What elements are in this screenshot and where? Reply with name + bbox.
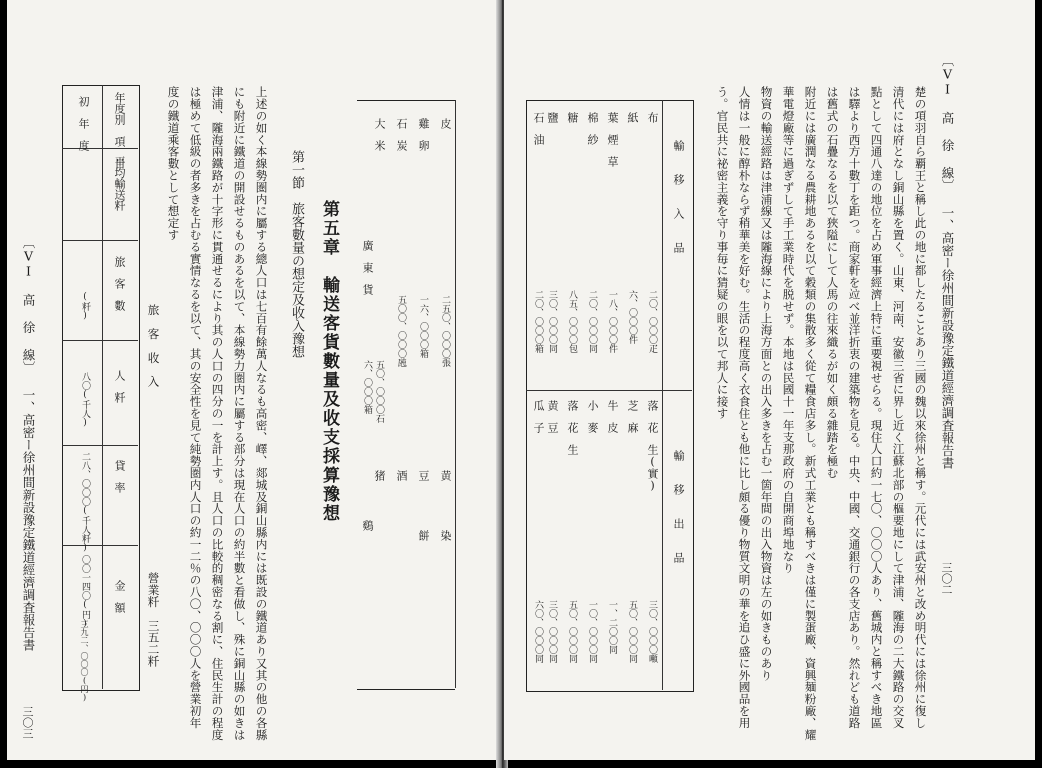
goods-misc-5: 鷄: [361, 520, 374, 531]
income-heading: 旅 客 收 入: [146, 304, 161, 388]
import-value-4: 二〇、〇〇〇同: [587, 290, 597, 353]
goods-value-3: 五〇〇、〇〇〇瓲: [396, 295, 406, 367]
goods-value-4: 五〇、〇〇〇石: [374, 360, 384, 423]
cell-amount: 三九二、〇〇〇(円): [80, 620, 89, 702]
running-header: 〔VI 高 徐 線〕 一、高密ー徐州間新設豫定鐵道經濟調査報告書: [940, 54, 955, 469]
body-line-8: 物資の輸送經路は津浦線又は隴海線により上海方面との出入多きを占む一箇年間の出入物資は左の如きものあり: [759, 86, 774, 681]
body-line-6: 附近には廣潤なる農耕地あるを以て穀類の集散多く從て糧食店多し。新式工業とも稱すべきは僅に製蛋廠、資興麺粉廠、耀: [803, 86, 818, 741]
cell-avg-km: (粁): [80, 292, 90, 321]
goods-misc-2: 豆: [417, 470, 430, 481]
export-value-2: 五〇、〇〇〇同: [627, 600, 637, 663]
body-line-5: 度の鐵道乘客數として想定す: [166, 86, 181, 241]
body-line-4: は極めて低級の者多きを占むる實情なるを以て、其の安全性を見て純勢圏内人口の約一二％の八〇、〇〇〇人を營業初年: [188, 86, 203, 729]
import-value-5: 八五、〇〇〇包: [567, 290, 577, 353]
goods-misc-3: 酒: [395, 470, 408, 481]
export-value-7: 六〇、〇〇〇同: [533, 600, 543, 663]
col-header-year: 年度別 項 目: [113, 92, 126, 169]
import-name-1: 布: [646, 112, 659, 123]
body-line-2: にも附近に鐵道の開設せるものあるを以て、本線勢力圏内に屬する部分は現在人口の約半數と看做し、殊に銅山縣の如きは: [232, 86, 247, 741]
import-heading: 輸 移 入 品: [672, 140, 685, 259]
export-name-2: 芝 麻: [626, 400, 639, 433]
export-name-6: 黄 豆: [546, 400, 559, 433]
goods-misc-6: 餅: [417, 530, 430, 541]
export-name-7: 瓜 子: [532, 400, 545, 433]
cell-passengers: 八〇(千人): [80, 372, 90, 428]
export-value-1: 三〇、〇〇〇噸: [647, 600, 657, 663]
running-header: 〔VI 高 徐 線〕 一、高密ー徐州間新設豫定鐵道經濟調査報告書: [21, 236, 36, 651]
goods-name-1: 皮: [439, 118, 452, 129]
business-km: 營業粁 三五二粁: [146, 572, 161, 668]
goods-misc-7: 染: [439, 530, 452, 541]
cell-person-km: 二八、〇〇〇(千人粁): [80, 452, 90, 553]
left-page: [7, 0, 499, 760]
body-line-9: 人情は一般に醇朴ならず稍華美を好む。生活の程度高く衣食住とも他に比し頗る優り物質文明の華を追ひ盛に外國品を用: [737, 86, 752, 729]
page-number: 三〇三: [21, 706, 34, 739]
export-heading: 輸 移 出 品: [672, 450, 685, 569]
goods-name-5: 廣 東 貨: [361, 240, 374, 295]
col-header-amount: 金 額: [113, 580, 126, 613]
export-name-5: 落 花 生: [566, 400, 579, 455]
col-header-avg-km: 平均輸送粁: [113, 156, 126, 211]
import-value-7: 二〇、〇〇〇箱: [533, 290, 543, 353]
row-label: 初 年 度: [77, 96, 90, 151]
export-value-4: 一〇、〇〇〇同: [587, 600, 597, 663]
goods-misc-4: 猪: [373, 470, 386, 481]
body-line-3: 津浦、隴海兩鐵路が十字形に貫通せるにより其の人口の四分の一を計上す。且人口の比較的稠密なる割に、住民生計の程度: [210, 86, 225, 741]
body-line-10: う。官民共に祕密主義を守り事毎に猜疑の眼を以て邦人に接す: [715, 86, 730, 420]
goods-name-3: 石 炭: [395, 118, 408, 151]
export-value-3: 一、二〇〇同: [607, 600, 617, 654]
right-page: [504, 0, 1035, 760]
goods-misc-1: 黄: [439, 470, 452, 481]
body-line-2: 清代には府となし銅山縣を置く。山東、河南、安徽三省に界し近く江蘇北部の樞要地にして津浦、隴海の二大鐵路の交叉: [891, 86, 906, 729]
import-value-6: 三〇、〇〇〇同: [547, 290, 557, 353]
export-name-4: 小 麥: [586, 400, 599, 433]
export-value-5: 五〇、〇〇〇同: [567, 600, 577, 663]
goods-value-5: 六、〇〇〇箱: [362, 360, 372, 414]
section-title: 第一節 旅客數量の想定及收入豫想: [289, 150, 304, 358]
import-name-7: 石 油: [532, 112, 545, 145]
col-header-person-km: 人 粁: [113, 370, 126, 403]
import-name-5: 糖: [566, 112, 579, 123]
col-header-rate: 貸 率: [113, 460, 126, 493]
goods-value-1: 二五〇、〇〇〇張: [440, 295, 450, 367]
income-table: [62, 85, 140, 691]
body-line-1: 楚の項羽自ら覇王と稱し此の地に都したることあり三國の魏以來徐州と稱す。元代には武安州と改め明代には徐州に復し: [913, 86, 928, 729]
import-value-3: 一八、〇〇〇件: [607, 290, 617, 353]
import-name-4: 棉 紗: [586, 112, 599, 145]
chapter-title: 第五章 輸送客貨數量及收支採算豫想: [319, 200, 339, 523]
body-line-1: 上述の如く本線勢圏内に屬する總人口は七百有餘萬人なるも高密、嶧、郯城及銅山縣内には既設の鐵道あり又其の他の各縣: [254, 86, 269, 741]
body-line-7: 華電燈廠等に過ぎずして手工業時代を脱せず。本地は民國十一年支那政府の自開商埠地なり: [781, 86, 796, 574]
export-value-6: 三〇、〇〇〇同: [547, 600, 557, 663]
import-value-1: 二〇、〇〇〇疋: [647, 290, 657, 353]
import-name-2: 紙: [626, 112, 639, 123]
import-name-3: 葉 煙 草: [606, 112, 619, 167]
body-line-3: 點として四通八達の地位を占め軍事經濟上特に重要視せらる。現住人口約一七〇、〇〇〇人あり、舊城内と稱すべき地區: [869, 86, 884, 729]
body-line-5: は舊式の石疊なるを以て狹隘にして人馬の往來織るが如く頗る雜踏を極む: [825, 86, 840, 479]
export-name-3: 牛 皮: [606, 400, 619, 433]
goods-name-2: 雞 卵: [417, 118, 430, 151]
export-name-1: 落 花 生(實): [646, 400, 659, 492]
body-line-4: は驛より西方十數丁を距つ。商家軒を竝べ並洋折衷の建築物を見る。中央、中國、交通銀行の各支店あり。然れども道路: [847, 86, 862, 729]
col-header-passengers: 旅 客 數: [113, 256, 126, 311]
import-name-6: 鹽: [546, 112, 559, 123]
goods-value-2: 一六、〇〇〇箱: [418, 295, 428, 358]
import-value-2: 六、〇〇〇件: [627, 290, 637, 344]
goods-name-4: 大 米: [373, 118, 386, 151]
cell-rate: 〇〇一四〇(円): [80, 555, 90, 629]
page-number: 三〇二: [940, 562, 953, 595]
